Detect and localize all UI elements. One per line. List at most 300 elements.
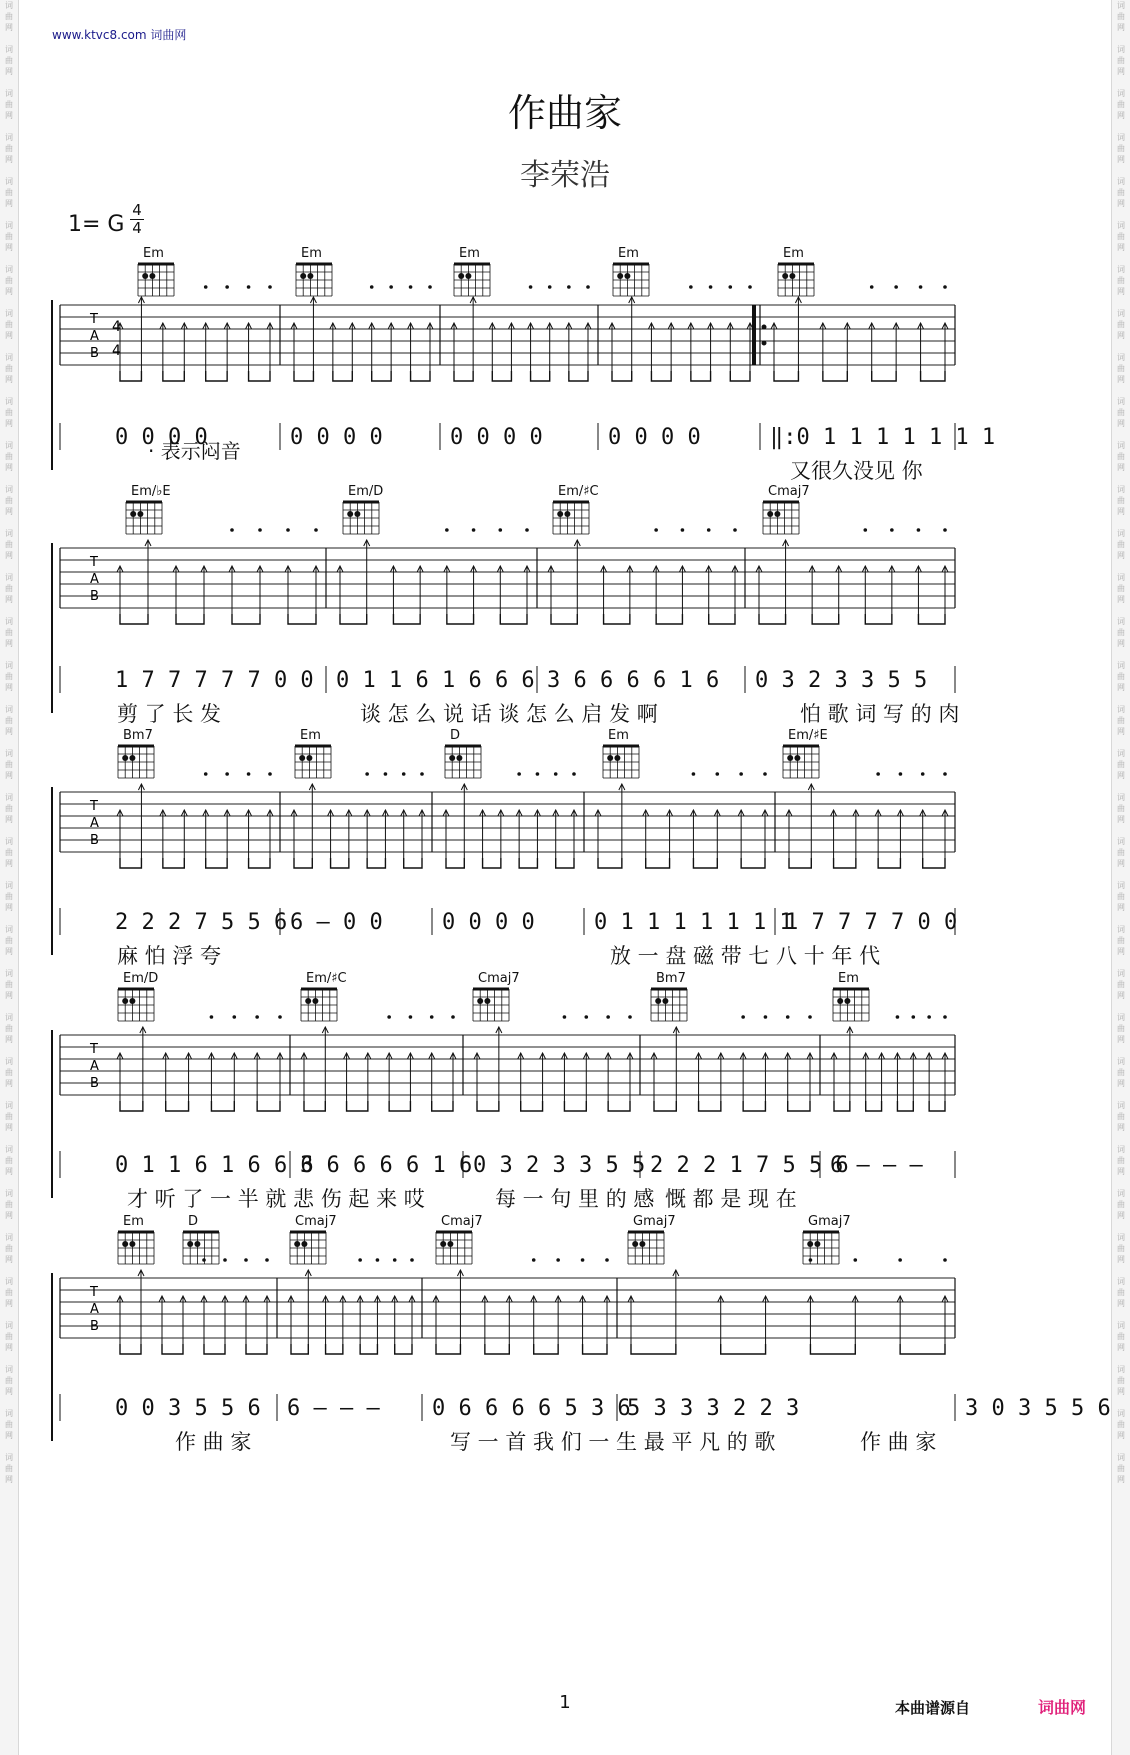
chord-finger-dot — [807, 1241, 813, 1247]
lyric-line: 每 一 句 里 的 感 — [495, 1187, 655, 1211]
eighth-beam — [569, 371, 588, 381]
mute-dot — [409, 1015, 413, 1019]
chord-finger-dot — [187, 1241, 193, 1247]
mute-dot — [853, 1258, 857, 1262]
mute-dot — [255, 1015, 259, 1019]
chord-finger-dot — [307, 273, 313, 279]
eighth-beam — [534, 1344, 558, 1354]
lyric-line: 麻 怕 浮 夸 — [117, 944, 222, 968]
eighth-beam — [347, 1101, 368, 1111]
lyric-line: 剪 了 长 发 — [117, 702, 222, 726]
chord-finger-dot — [122, 998, 128, 1004]
eighth-beam — [834, 1101, 850, 1111]
tab-letter: B — [90, 1076, 99, 1091]
lyric-line: 慨 都 是 现 在 — [665, 1187, 797, 1211]
mute-dot — [402, 772, 406, 776]
jianpu-measure: 2 2 2 7 5 5 6 — [115, 910, 288, 935]
mute-dot — [586, 285, 590, 289]
eighth-beam — [693, 858, 717, 868]
jianpu-measure: 6 – 0 0 — [290, 910, 383, 935]
eighth-beam — [120, 1101, 143, 1111]
chord-finger-dot — [347, 511, 353, 517]
chord-finger-dot — [564, 511, 570, 517]
chord-finger-dot — [440, 1241, 446, 1247]
mute-dot — [232, 1015, 236, 1019]
chord-name: Em — [301, 246, 322, 261]
mute-dot — [896, 1015, 900, 1019]
repeat-dot — [762, 325, 767, 330]
eighth-beam — [654, 1101, 676, 1111]
chord-finger-dot — [301, 1241, 307, 1247]
mute-dot — [863, 528, 867, 532]
mute-dot — [225, 772, 229, 776]
chord-finger-dot — [137, 511, 143, 517]
mute-dot — [204, 285, 208, 289]
eighth-beam — [743, 1101, 765, 1111]
chord-finger-dot — [458, 273, 464, 279]
eighth-beam — [918, 614, 945, 624]
mute-dot — [420, 772, 424, 776]
chord-finger-dot — [312, 998, 318, 1004]
jianpu-measure: 0 0 0 0 — [442, 910, 535, 935]
mute-dot — [943, 528, 947, 532]
eighth-beam — [249, 858, 270, 868]
chord-name: Em/♯E — [788, 728, 828, 743]
mute-dot — [247, 772, 251, 776]
mute-dot — [911, 1015, 915, 1019]
eighth-beam — [741, 858, 765, 868]
lyric-line: 写 一 首 我 们 一 生 最 平 凡 的 歌 — [450, 1430, 776, 1454]
chord-name: Em — [838, 971, 859, 986]
eighth-beam — [691, 371, 711, 381]
lyric-line: 作 曲 家 — [860, 1430, 937, 1454]
mute-dot — [763, 772, 767, 776]
eighth-beam — [367, 858, 385, 868]
eighth-beam — [446, 858, 464, 868]
tab-letter: T — [90, 1285, 98, 1300]
chord-finger-dot — [300, 273, 306, 279]
chord-finger-dot — [614, 755, 620, 761]
jianpu-measure: 5 3 3 3 2 2 3 — [627, 1396, 800, 1421]
mute-dot — [387, 1015, 391, 1019]
mute-dot — [244, 1258, 248, 1262]
tab-letter: A — [90, 816, 99, 831]
chord-name: Em — [459, 246, 480, 261]
mute-dot — [898, 1258, 902, 1262]
eighth-beam — [730, 371, 750, 381]
mute-dot — [384, 772, 388, 776]
mute-dot — [258, 528, 262, 532]
eighth-beam — [294, 371, 313, 381]
chord-finger-dot — [789, 273, 795, 279]
mute-dot — [409, 285, 413, 289]
chord-finger-dot — [557, 511, 563, 517]
chord-finger-dot — [354, 511, 360, 517]
mute-dot — [709, 285, 713, 289]
chord-name: Em — [143, 246, 164, 261]
chord-name: Em/♭E — [131, 484, 171, 499]
tab-letter: A — [90, 1059, 99, 1074]
mute-dot — [358, 1258, 362, 1262]
mute-dot — [376, 1258, 380, 1262]
tab-letter: T — [90, 1042, 98, 1057]
mute-dot — [919, 285, 923, 289]
chord-finger-dot — [844, 998, 850, 1004]
eighth-beam — [120, 371, 141, 381]
lyric-line: 作 曲 家 — [175, 1430, 252, 1454]
mute-dot — [286, 528, 290, 532]
eighth-beam — [608, 1101, 630, 1111]
eighth-beam — [759, 614, 786, 624]
mute-dot — [943, 285, 947, 289]
chord-finger-dot — [142, 273, 148, 279]
mute-dot — [572, 772, 576, 776]
eighth-beam — [531, 371, 550, 381]
eighth-beam — [583, 1344, 607, 1354]
eighth-beam — [564, 1101, 586, 1111]
mute-dot — [210, 1015, 214, 1019]
jianpu-measure: 6 – – – — [287, 1396, 380, 1421]
chord-name: Gmaj7 — [633, 1214, 676, 1229]
mute-dot — [365, 772, 369, 776]
eighth-beam — [878, 858, 900, 868]
chord-name: Cmaj7 — [478, 971, 520, 986]
eighth-beam — [206, 858, 227, 868]
tab-letter: T — [90, 555, 98, 570]
eighth-beam — [291, 1344, 308, 1354]
chord-name: Em/♯C — [306, 971, 347, 986]
tab-letter: A — [90, 572, 99, 587]
mute-dot — [370, 285, 374, 289]
jianpu-measure: 6 – – – — [830, 1153, 923, 1178]
mute-dot — [430, 1015, 434, 1019]
eighth-beam — [288, 614, 316, 624]
eighth-beam — [120, 1344, 141, 1354]
chord-finger-dot — [194, 1241, 200, 1247]
jianpu-measure: 1 7 7 7 7 7 0 0 — [115, 668, 314, 693]
eighth-beam — [519, 858, 537, 868]
jianpu-measure: 0 3 2 3 3 5 5 — [473, 1153, 646, 1178]
mute-dot — [529, 285, 533, 289]
eighth-beam — [211, 1101, 234, 1111]
legend-note: · 表示闷音 — [148, 439, 241, 463]
eighth-beam — [788, 1101, 810, 1111]
mute-dot — [556, 1258, 560, 1262]
eighth-beam — [176, 614, 204, 624]
chord-name: Em/D — [348, 484, 384, 499]
jianpu-measure: 3 6 6 6 6 1 6 — [300, 1153, 473, 1178]
mute-dot — [692, 772, 696, 776]
footer-source-label: 本曲谱源自 — [895, 1699, 971, 1717]
eighth-beam — [900, 1344, 945, 1354]
eighth-beam — [333, 371, 352, 381]
eighth-beam — [551, 614, 577, 624]
eighth-beam — [866, 1101, 882, 1111]
eighth-beam — [923, 858, 945, 868]
eighth-beam — [823, 371, 847, 381]
mute-dot — [525, 528, 529, 532]
mute-dot — [567, 285, 571, 289]
eighth-beam — [257, 1101, 280, 1111]
mute-dot — [681, 528, 685, 532]
mute-dot — [741, 1015, 745, 1019]
mute-dot — [223, 1258, 227, 1262]
mute-dot — [204, 772, 208, 776]
repeat-dot — [762, 341, 767, 346]
eighth-beam — [604, 614, 630, 624]
tab-letter: T — [90, 312, 98, 327]
mute-dot — [876, 772, 880, 776]
chord-name: D — [188, 1214, 199, 1229]
eighth-beam — [598, 858, 622, 868]
page-number: 1 — [559, 1692, 571, 1713]
site-url[interactable]: www.ktvc8.com 词曲网 — [52, 28, 187, 42]
mute-dot — [225, 285, 229, 289]
tab-letter: B — [90, 833, 99, 848]
chord-name: Em/D — [123, 971, 159, 986]
jianpu-measure: 0 3 2 3 3 5 5 — [755, 668, 928, 693]
chord-name: D — [450, 728, 461, 743]
time-signature: 4 4 — [130, 202, 144, 237]
chord-finger-dot — [624, 273, 630, 279]
mute-dot — [498, 528, 502, 532]
eighth-beam — [721, 1344, 766, 1354]
jianpu-measure: 0 1 1 1 1 1 1 1 — [594, 910, 793, 935]
chord-finger-dot — [774, 511, 780, 517]
lyric-line: 才 听 了 一 半 就 悲 伤 起 来 哎 — [127, 1187, 425, 1211]
chord-name: Em — [123, 1214, 144, 1229]
mute-dot — [393, 1258, 397, 1262]
chord-finger-dot — [122, 755, 128, 761]
chord-finger-dot — [306, 755, 312, 761]
mute-dot — [606, 1015, 610, 1019]
tab-letter: T — [90, 799, 98, 814]
eighth-beam — [834, 858, 856, 868]
tab-letter: A — [90, 329, 99, 344]
mute-dot — [707, 528, 711, 532]
mute-dot — [517, 772, 521, 776]
jianpu-measure: 0 0 0 0 — [608, 425, 701, 450]
eighth-beam — [812, 614, 839, 624]
song-title: 作曲家 — [507, 91, 622, 135]
chord-finger-dot — [129, 998, 135, 1004]
eighth-beam — [360, 1344, 377, 1354]
eighth-beam — [699, 1101, 721, 1111]
eighth-beam — [249, 371, 270, 381]
chord-finger-dot — [484, 998, 490, 1004]
chord-name: Em — [618, 246, 639, 261]
eighth-beam — [556, 858, 574, 868]
chord-name: Em/♯C — [558, 484, 599, 499]
eighth-beam — [436, 1344, 460, 1354]
mute-dot — [428, 285, 432, 289]
jianpu-measure: 0 0 3 5 5 6 — [115, 1396, 261, 1421]
jianpu-measure: ‖:0 1 1 1 1 1 1 1 — [770, 425, 996, 450]
mute-dot — [921, 772, 925, 776]
eighth-beam — [120, 614, 148, 624]
chord-finger-dot — [662, 998, 668, 1004]
mute-dot — [943, 1015, 947, 1019]
chord-finger-dot — [130, 511, 136, 517]
eighth-beam — [163, 858, 184, 868]
mute-dot — [584, 1015, 588, 1019]
chord-finger-dot — [837, 998, 843, 1004]
eighth-beam — [447, 614, 474, 624]
eighth-beam — [395, 1344, 412, 1354]
mute-dot — [728, 285, 732, 289]
eighth-beam — [865, 614, 892, 624]
mute-dot — [554, 772, 558, 776]
chord-finger-dot — [477, 998, 483, 1004]
eighth-beam — [163, 371, 184, 381]
footer-source-site[interactable]: 词曲网 — [1038, 1698, 1087, 1717]
chord-finger-dot — [447, 1241, 453, 1247]
right-watermark-strip: 词 曲 网 词 曲 网 词 曲 网 词 曲 网 词 曲 网 词 曲 网 词 曲 网 词 曲 网 词 曲 网 词 曲 网 词 曲 网 词 曲 网 词 曲 网 词 曲 网 词 曲 网 词 曲 网 词 曲 网 词 曲 网 词 曲 网 词 曲 网 词 曲 网 词 曲 网 词 曲 网 词 曲 网 词 曲 网 词 曲 网 词 曲 网 词 曲 网 词 曲 网 词 曲 网 词 曲 网 词 曲 网 词 曲 网 词 曲 网 — [1111, 0, 1130, 1755]
chord-finger-dot — [122, 1241, 128, 1247]
eighth-beam — [304, 1101, 325, 1111]
eighth-beam — [331, 858, 349, 868]
time-top: 4 — [112, 319, 121, 335]
lyric-line: 谈 怎 么 说 话 谈 怎 么 启 发 啊 — [360, 702, 658, 726]
mute-dot — [943, 1258, 947, 1262]
mute-dot — [268, 772, 272, 776]
mute-dot — [689, 285, 693, 289]
eighth-beam — [340, 614, 367, 624]
chord-finger-dot — [782, 273, 788, 279]
mute-dot — [247, 285, 251, 289]
chord-finger-dot — [655, 998, 661, 1004]
eighth-beam — [389, 1101, 410, 1111]
mute-dot — [654, 528, 658, 532]
mute-dot — [532, 1258, 536, 1262]
eighth-beam — [500, 614, 527, 624]
mute-dot — [715, 772, 719, 776]
jianpu-measure: 0 1 1 6 1 6 6 6 — [115, 1153, 314, 1178]
eighth-beam — [612, 371, 632, 381]
mute-dot — [917, 528, 921, 532]
mute-dot — [899, 772, 903, 776]
jianpu-measure: 3 0 3 5 5 6 — [965, 1396, 1111, 1421]
chord-finger-dot — [814, 1241, 820, 1247]
eighth-beam — [246, 1344, 267, 1354]
time-bottom: 4 — [112, 343, 121, 359]
chord-finger-dot — [129, 1241, 135, 1247]
eighth-beam — [326, 1344, 343, 1354]
chord-name: Bm7 — [123, 728, 153, 743]
mute-dot — [268, 285, 272, 289]
eighth-beam — [477, 1101, 499, 1111]
eighth-beam — [162, 1344, 183, 1354]
lyric-line: 怕 歌 词 写 的 肉 — [800, 702, 960, 726]
chord-finger-dot — [607, 755, 613, 761]
jianpu-measure: 2 2 2 1 7 5 5 6 — [650, 1153, 849, 1178]
chord-finger-dot — [305, 998, 311, 1004]
chord-finger-dot — [632, 1241, 638, 1247]
eighth-beam — [393, 614, 420, 624]
eighth-beam — [454, 371, 473, 381]
mute-dot — [764, 1015, 768, 1019]
mute-dot — [786, 1015, 790, 1019]
eighth-beam — [646, 858, 670, 868]
chord-name: Em — [300, 728, 321, 743]
chord-finger-dot — [794, 755, 800, 761]
jianpu-measure: 0 0 0 0 — [450, 425, 543, 450]
eighth-beam — [411, 371, 430, 381]
eighth-beam — [166, 1101, 189, 1111]
chord-finger-dot — [294, 1241, 300, 1247]
eighth-beam — [810, 1344, 855, 1354]
tab-letter: B — [90, 1319, 99, 1334]
chord-finger-dot — [465, 273, 471, 279]
mute-dot — [581, 1258, 585, 1262]
eighth-beam — [521, 1101, 543, 1111]
chord-finger-dot — [149, 273, 155, 279]
mute-dot — [230, 528, 234, 532]
eighth-beam — [294, 858, 312, 868]
eighth-beam — [432, 1101, 453, 1111]
mute-dot — [894, 285, 898, 289]
mute-dot — [410, 1258, 414, 1262]
jianpu-measure: 0 0 0 0 — [115, 425, 208, 450]
eighth-beam — [897, 1101, 913, 1111]
eighth-beam — [774, 371, 798, 381]
jianpu-measure: 0 6 6 6 6 5 3 6 — [432, 1396, 631, 1421]
chord-finger-dot — [639, 1241, 645, 1247]
eighth-beam — [206, 371, 227, 381]
chord-finger-dot — [449, 755, 455, 761]
mute-dot — [808, 1015, 812, 1019]
eighth-beam — [485, 1344, 509, 1354]
eighth-beam — [709, 614, 735, 624]
eighth-beam — [929, 1101, 945, 1111]
jianpu-measure: 0 0 0 0 — [290, 425, 383, 450]
jianpu-measure: 1 7 7 7 7 0 0 — [785, 910, 958, 935]
eighth-beam — [789, 858, 811, 868]
mute-dot — [278, 1015, 282, 1019]
jianpu-measure: 0 1 1 6 1 6 6 6 — [336, 668, 535, 693]
eighth-beam — [872, 371, 896, 381]
chord-name: Gmaj7 — [808, 1214, 851, 1229]
chord-finger-dot — [767, 511, 773, 517]
mute-dot — [202, 1258, 206, 1262]
chord-name: Em — [783, 246, 804, 261]
chord-finger-dot — [617, 273, 623, 279]
eighth-beam — [404, 858, 422, 868]
mute-dot — [739, 772, 743, 776]
eighth-beam — [204, 1344, 225, 1354]
mute-dot — [943, 772, 947, 776]
mute-dot — [563, 1015, 567, 1019]
key-signature: 1= G — [68, 212, 125, 237]
song-artist: 李荣浩 — [520, 158, 610, 193]
mute-dot — [927, 1015, 931, 1019]
mute-dot — [748, 285, 752, 289]
eighth-beam — [651, 371, 671, 381]
chord-finger-dot — [299, 755, 305, 761]
mute-dot — [451, 1015, 455, 1019]
jianpu-measure: 3 6 6 6 6 1 6 — [547, 668, 720, 693]
mute-dot — [548, 285, 552, 289]
mute-dot — [628, 1015, 632, 1019]
eighth-beam — [492, 371, 511, 381]
eighth-beam — [656, 614, 682, 624]
mute-dot — [472, 528, 476, 532]
lyric-line: 放 一 盘 磁 带 七 八 十 年 代 — [610, 944, 881, 968]
lyric-line: 又很久没见 你 — [790, 459, 923, 483]
mute-dot — [314, 528, 318, 532]
chord-name: Bm7 — [656, 971, 686, 986]
chord-name: Cmaj7 — [768, 484, 810, 499]
